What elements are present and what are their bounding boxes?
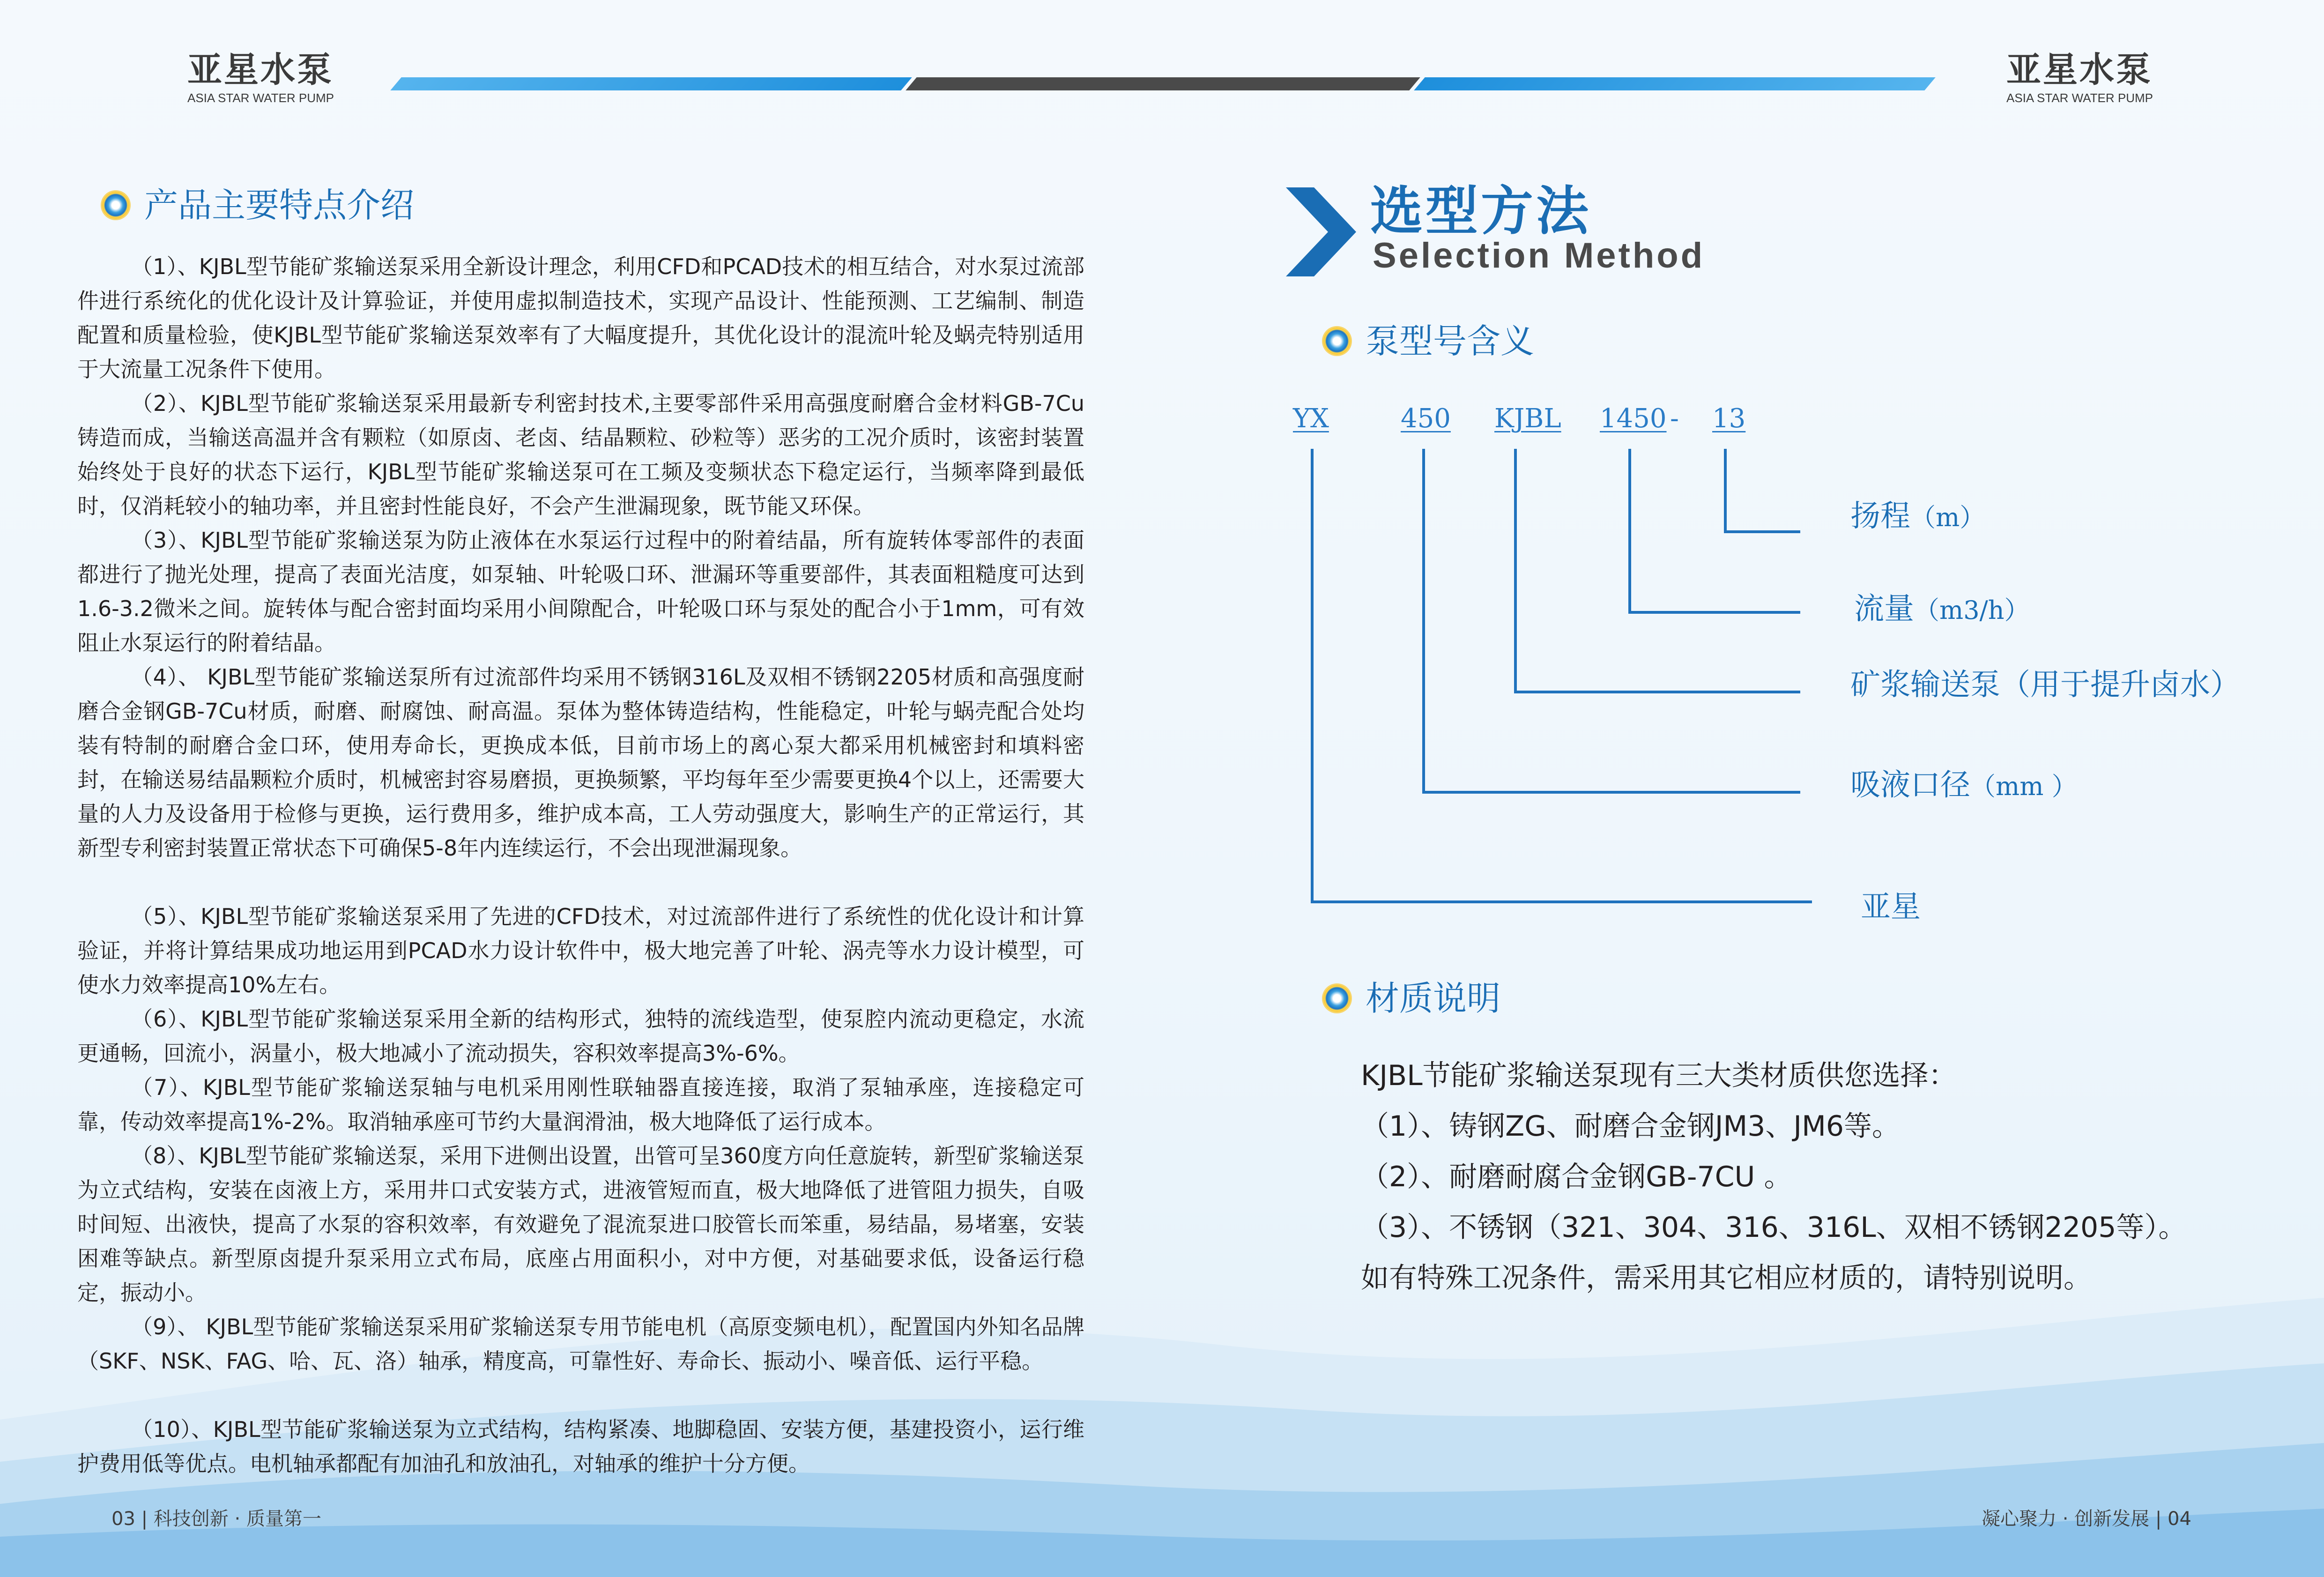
feature-paragraph: （1）、KJBL型节能矿浆输送泵采用全新设计理念，利用CFD和PCAD技术的相互结合，对水泵过流部件进行系统化的优化设计及计算验证，并使用虚拟制造技术，实现产品设计、性能预测、工艺编制、制造配置和质量检验，使KJBL型节能矿浆输送泵效率有了大幅度提升，其优化设计的混流叶轮及蜗壳特别适用于大流量工况条件下使用。 [77, 254, 1084, 382]
connector-horizontal-brand [1311, 900, 1812, 903]
label-head-unit: （m） [1910, 503, 1985, 532]
connector-horizontal-flow [1628, 611, 1800, 614]
bullet-icon [1323, 985, 1351, 1012]
connector-vertical-brand [1311, 449, 1314, 903]
label-brand: 亚星 [1861, 890, 1921, 924]
feature-paragraph: （4）、 KJBL型节能矿浆输送泵所有过流部件均采用不锈钢316L及双相不锈钢2205材质和高强度耐磨合金钢GB-7Cu材质，耐磨、耐腐蚀、耐高温。泵体为整体铸造结构，性能稳定，叶轮与蜗壳配合处均装有特制的耐磨合金口环，使用寿命长，更换成本低，目前市场上的离心泵大都采用机械密封和填料密封，在输送易结晶颗粒介质时，机械密封容易磨损，更换频繁，平均每年至少需要更换4个以上，还需要大量的人力及设备用于检修与更换，运行费用多，维护成本高，工人劳动强度大，影响生产的正常运行，其新型专利密封装置正常状态下可确保5-8年内连续运行，不会出现泄漏现象。 [77, 664, 1084, 861]
material-line: （2）、耐磨耐腐合金钢GB-7CU 。 [1361, 1160, 1792, 1193]
code-series: KJBL [1494, 403, 1561, 434]
footer-left: 03 | 科技创新 · 质量第一 [111, 1508, 321, 1530]
label-flow [1854, 594, 2030, 624]
section-title-en: Selection Method [1373, 236, 1705, 275]
features-heading-text: 产品主要特点介绍 [144, 186, 415, 225]
logo-left-en: ASIA STAR WATER PUMP [187, 91, 334, 105]
label-flow-text: 流量 [1854, 592, 1914, 626]
feature-paragraph: （8）、KJBL型节能矿浆输送泵，采用下进侧出设置，出管可呈360度方向任意旋转，新型矿浆输送泵为立式结构，安装在卤液上方，采用井口式安装方式，进液管短而直，极大地降低了进管阻力损失，自吸时间短、出液快，提高了水泵的容积效率，有效避免了混流泵进口胶管长而笨重，易结晶，易堵塞，安装困难等缺点。新型原卤提升泵采用立式布局，底座占用面积小，对中方便，对基础要求低，设备运行稳定，振动小。 [77, 1143, 1084, 1305]
section-title-cn: 选型方法 [1370, 181, 1591, 242]
feature-paragraph: （5）、KJBL型节能矿浆输送泵采用了先进的CFD技术，对过流部件进行了系统性的优化设计和计算验证，并将计算结果成功地运用到PCAD水力设计软件中，极大地完善了叶轮、涡壳等水力设计模型，可使水力效率提高10%左右。 [77, 904, 1084, 997]
header-bar-blue-right [1414, 77, 1935, 90]
connector-vertical-head [1724, 449, 1727, 533]
label-inlet-text: 吸液口径 [1850, 768, 1970, 803]
connector-vertical-flow [1628, 449, 1631, 614]
code-dash: - [1670, 403, 1679, 434]
header-bar-gray [906, 77, 1420, 90]
logo-right [2006, 52, 2153, 104]
logo-right-cn: 亚星水泵 [2006, 50, 2153, 90]
material-line: KJBL节能矿浆输送泵现有三大类材质供您选择： [1361, 1059, 1957, 1092]
feature-paragraph: （6）、KJBL型节能矿浆输送泵采用全新的结构形式，独特的流线造型，使泵腔内流动更稳定，水流更通畅，回流小，涡量小，极大地减小了流动损失，容积效率提高3%-6%。 [77, 1006, 1084, 1066]
label-head-text: 扬程 [1850, 499, 1910, 534]
connector-vertical-inlet [1422, 449, 1425, 794]
label-head [1850, 499, 1985, 534]
code-yx: YX [1293, 403, 1329, 434]
material-line: （1）、铸钢ZG、耐磨合金钢JM3、JM6等。 [1361, 1110, 1901, 1143]
label-inlet [1850, 768, 2077, 803]
chevron-icon [1286, 187, 1356, 276]
logo-right-en: ASIA STAR WATER PUMP [2006, 91, 2153, 105]
feature-paragraph: （7）、KJBL型节能矿浆输送泵轴与电机采用刚性联轴器直接连接，取消了泵轴承座，连接稳定可靠，传动效率提高1%-2%。取消轴承座可节约大量润滑油，极大地降低了运行成本。 [77, 1075, 1084, 1134]
code-flow: 1450 [1600, 403, 1667, 434]
model-heading [1323, 321, 1535, 361]
label-inlet-unit: （mm ） [1970, 772, 2077, 801]
logo-left [187, 52, 334, 104]
bullet-icon [1323, 327, 1351, 355]
code-size: 450 [1401, 403, 1451, 434]
feature-paragraph: （2）、KJBL型节能矿浆输送泵采用最新专利密封技术,主要零部件采用高强度耐磨合金材料GB-7Cu铸造而成，当输送高温并含有颗粒（如原卤、老卤、结晶颗粒、砂粒等）恶劣的工况介质时，该密封装置始终处于良好的状态下运行，KJBL型节能矿浆输送泵可在工频及变频状态下稳定运行，当频率降到最低时，仅消耗较小的轴功率，并且密封性能良好，不会产生泄漏现象，既节能又环保。 [77, 391, 1084, 519]
label-pump: 矿浆输送泵（用于提升卤水） [1850, 668, 2240, 702]
code-head: 13 [1712, 403, 1746, 434]
material-line: （3）、不锈钢（321、304、316、316L、双相不锈钢2205等）。 [1361, 1211, 2187, 1244]
feature-paragraph: （3）、KJBL型节能矿浆输送泵为防止液体在水泵运行过程中的附着结晶，所有旋转体零部件的表面都进行了抛光处理，提高了表面光洁度，如泵轴、叶轮吸口环、泄漏环等重要部件，其表面粗糙度可达到1.6-3.2微米之间。旋转体与配合密封面均采用小间隙配合，叶轮吸口环与泵处的配合小于1mm，可有效阻止水泵运行的附着结晶。 [77, 528, 1084, 655]
header-bar-blue-left [390, 77, 912, 90]
material-line: 如有特殊工况条件，需采用其它相应材质的，请特别说明。 [1361, 1262, 2092, 1294]
connector-horizontal-inlet [1422, 791, 1800, 794]
footer-right: 凝心聚力 · 创新发展 | 04 [1982, 1508, 2191, 1530]
material-heading-text: 材质说明 [1366, 979, 1501, 1018]
bullet-icon [102, 192, 129, 219]
label-flow-unit: （m3/h） [1914, 595, 2030, 625]
logo-left-cn: 亚星水泵 [187, 50, 334, 90]
model-heading-text: 泵型号含义 [1366, 321, 1535, 361]
connector-horizontal-pump [1514, 691, 1800, 693]
feature-paragraph: （10）、KJBL型节能矿浆输送泵为立式结构，结构紧凑、地脚稳固、安装方便，基建投资小，运行维护费用低等优点。电机轴承都配有加油孔和放油孔，对轴承的维护十分方便。 [77, 1417, 1084, 1476]
feature-paragraph: （9）、 KJBL型节能矿浆输送泵采用矿浆输送泵专用节能电机（高原变频电机），配置国内外知名品牌（SKF、NSK、FAG、哈、瓦、洛）轴承，精度高，可靠性好、寿命长、振动小、噪音低、运行平稳。 [77, 1314, 1084, 1374]
connector-vertical-pump [1514, 449, 1517, 693]
connector-horizontal-head [1724, 530, 1800, 533]
features-heading [102, 186, 415, 225]
material-heading [1323, 979, 1501, 1018]
